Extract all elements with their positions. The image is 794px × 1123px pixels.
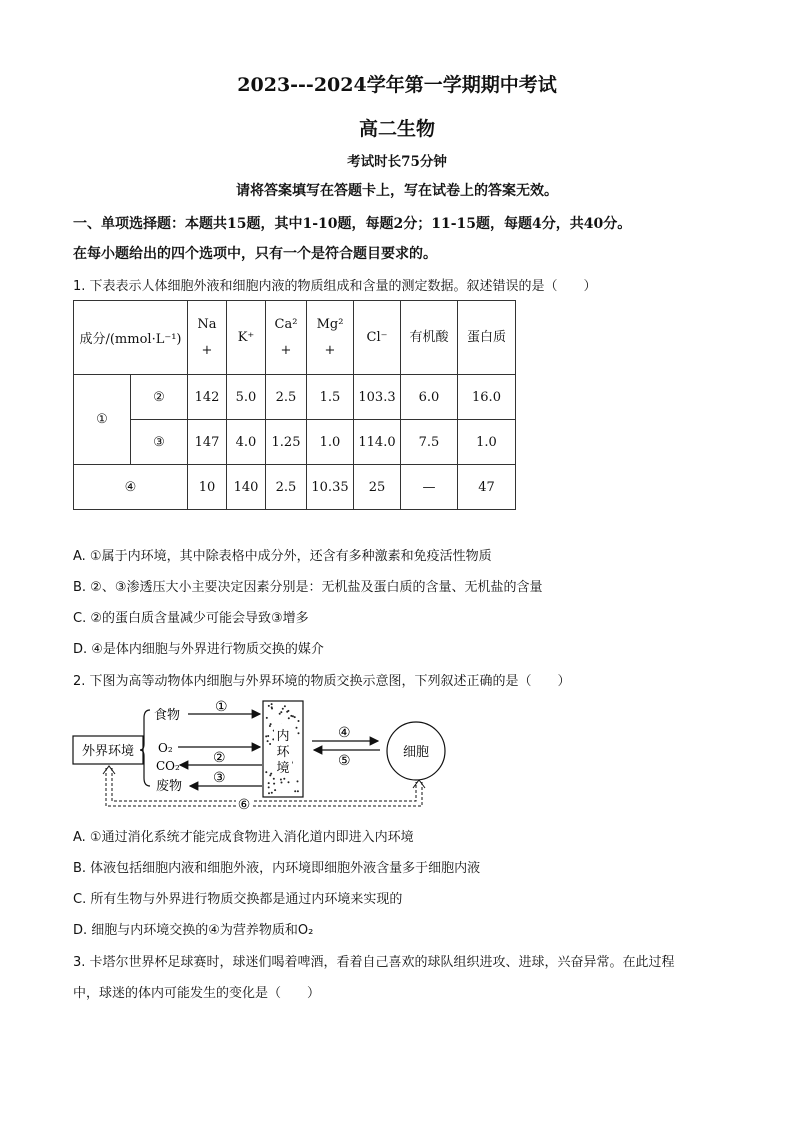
table-cell: 6.0 bbox=[401, 375, 458, 420]
header-cell: Ca² + bbox=[266, 301, 307, 375]
num-3: ③ bbox=[213, 770, 226, 786]
table-corner-cell: 成分/(mmol·L⁻¹) bbox=[74, 301, 188, 375]
outer-env-label: 外界环境 bbox=[81, 744, 135, 759]
co2-label: CO₂ bbox=[156, 759, 180, 773]
exam-title: 2023---2024学年第一学期期中考试 bbox=[237, 74, 557, 96]
stipple-dot bbox=[266, 717, 268, 719]
row-label: ② bbox=[131, 375, 188, 420]
food-label: 食物 bbox=[154, 708, 181, 723]
header-cell: 蛋白质 bbox=[458, 301, 516, 375]
waste-label: 废物 bbox=[156, 779, 183, 794]
table-cell: — bbox=[401, 465, 458, 510]
group-label: ① bbox=[74, 375, 131, 465]
table-cell: 114.0 bbox=[354, 420, 401, 465]
stipple-dot bbox=[274, 789, 276, 791]
stipple-dot bbox=[280, 711, 282, 713]
stipple-dot bbox=[297, 780, 299, 782]
inner-env-label-1: 内 bbox=[276, 729, 290, 744]
table-row bbox=[74, 375, 516, 420]
stipple-dot bbox=[268, 705, 270, 707]
table-cell: 147 bbox=[188, 420, 227, 465]
table-cell: 16.0 bbox=[458, 375, 516, 420]
stipple-dot bbox=[284, 705, 286, 707]
table-cell: 25 bbox=[354, 465, 401, 510]
table-cell: 10.35 bbox=[307, 465, 354, 510]
exam-duration: 考试时长75分钟 bbox=[347, 154, 447, 170]
q1-option-b: B. ②、③渗透压大小主要决定因素分别是：无机盐及蛋白质的含量、无机盐的含量 bbox=[73, 580, 543, 595]
table-cell: 1.25 bbox=[266, 420, 307, 465]
stipple-dot bbox=[273, 778, 275, 780]
stipple-dot bbox=[279, 713, 281, 715]
stipple-dot bbox=[271, 703, 273, 705]
row-label: ④ bbox=[74, 465, 188, 510]
stipple-dot bbox=[288, 717, 290, 719]
q2-option-b: B. 体液包括细胞内液和细胞外液，内环境即细胞外液含量多于细胞内液 bbox=[73, 861, 481, 876]
composition-table bbox=[73, 300, 516, 510]
stipple-dot bbox=[292, 715, 294, 717]
stipple-dot bbox=[273, 783, 275, 785]
stipple-dot bbox=[271, 792, 273, 794]
subject-title: 高二生物 bbox=[358, 118, 435, 140]
answer-instruction: 请将答案填写在答题卡上，写在试卷上的答案无效。 bbox=[236, 183, 558, 199]
table-cell: 1.5 bbox=[307, 375, 354, 420]
stipple-dot bbox=[286, 711, 288, 713]
question-1-stem: 1. 下表表示人体细胞外液和细胞内液的物质组成和含量的测定数据。叙述错误的是（ ） bbox=[73, 279, 597, 294]
header-cell: K⁺ bbox=[227, 301, 266, 375]
stipple-dot bbox=[269, 774, 271, 776]
table-cell: 1.0 bbox=[307, 420, 354, 465]
q1-option-c: C. ②的蛋白质含量减少可能会导致③增多 bbox=[73, 611, 309, 626]
stipple-dot bbox=[296, 727, 298, 729]
section-instruction: 在每小题给出的四个选项中，只有一个是符合题目要求的。 bbox=[73, 246, 437, 262]
num-2: ② bbox=[213, 750, 226, 766]
table-cell: 2.5 bbox=[266, 375, 307, 420]
stipple-dot bbox=[267, 735, 269, 737]
question-3-stem-line1: 3. 卡塔尔世界杯足球赛时，球迷们喝着啤酒，看着自己喜欢的球队组织进攻、进球，兴奋异常。在此过程 bbox=[73, 955, 675, 970]
stipple-dot bbox=[298, 720, 300, 722]
stipple-dot bbox=[269, 725, 271, 727]
stipple-dot bbox=[298, 732, 300, 734]
exchange-diagram bbox=[70, 694, 450, 820]
header-cell: 有机酸 bbox=[401, 301, 458, 375]
table-row bbox=[74, 465, 516, 510]
stipple-dot bbox=[265, 771, 267, 773]
table-cell: 47 bbox=[458, 465, 516, 510]
table-cell: 4.0 bbox=[227, 420, 266, 465]
table-cell: 7.5 bbox=[401, 420, 458, 465]
table-cell: 10 bbox=[188, 465, 227, 510]
num-5: ⑤ bbox=[338, 753, 351, 769]
q1-option-a: A. ①属于内环境，其中除表格中成分外，还含有多种激素和免疫活性物质 bbox=[73, 549, 492, 564]
stipple-dot bbox=[281, 782, 283, 784]
stipple-dot bbox=[294, 790, 296, 792]
table-cell: 1.0 bbox=[458, 420, 516, 465]
table-cell: 5.0 bbox=[227, 375, 266, 420]
stipple-dot bbox=[282, 708, 284, 710]
section-heading: 一、单项选择题：本题共15题，其中1-10题，每题2分；11-15题，每题4分，共40分。 bbox=[73, 216, 632, 232]
num-1: ① bbox=[215, 699, 228, 715]
header-cell: Na + bbox=[188, 301, 227, 375]
header-cell: Mg² + bbox=[307, 301, 354, 375]
stipple-dot bbox=[268, 786, 270, 788]
stipple-dot bbox=[297, 790, 299, 792]
table-cell: 142 bbox=[188, 375, 227, 420]
stipple-dot bbox=[283, 778, 285, 780]
table-cell: 2.5 bbox=[266, 465, 307, 510]
stipple-dot bbox=[271, 706, 273, 708]
stipple-dot bbox=[268, 782, 270, 784]
q2-option-c: C. 所有生物与外界进行物质交换都是通过内环境来实现的 bbox=[73, 892, 403, 907]
question-2-stem: 2. 下图为高等动物体内细胞与外界环境的物质交换示意图，下列叙述正确的是（ ） bbox=[73, 674, 571, 689]
q2-option-a: A. ①通过消化系统才能完成食物进入消化道内即进入内环境 bbox=[73, 830, 414, 845]
q1-option-d: D. ④是体内细胞与外界进行物质交换的媒介 bbox=[73, 642, 324, 657]
table-header-row bbox=[74, 301, 516, 375]
cell-label: 细胞 bbox=[402, 745, 430, 760]
num-6: ⑥ bbox=[237, 797, 251, 813]
stipple-dot bbox=[268, 792, 270, 794]
stipple-dot bbox=[265, 735, 267, 737]
table-cell: 140 bbox=[227, 465, 266, 510]
stipple-dot bbox=[288, 781, 290, 783]
table-cell: 103.3 bbox=[354, 375, 401, 420]
stipple-dot bbox=[280, 779, 282, 781]
stipple-dot bbox=[294, 716, 296, 718]
o2-label: O₂ bbox=[158, 741, 173, 755]
header-cell: Cl⁻ bbox=[354, 301, 401, 375]
q2-option-d: D. 细胞与内环境交换的④为营养物质和O₂ bbox=[73, 923, 314, 938]
stipple-dot bbox=[270, 773, 272, 775]
row-label: ③ bbox=[131, 420, 188, 465]
stipple-dot bbox=[269, 743, 271, 745]
dashed-arrowhead-left bbox=[103, 766, 115, 774]
table-row bbox=[74, 420, 516, 465]
question-3-stem-line2: 中，球迷的体内可能发生的变化是（ ） bbox=[73, 986, 321, 1001]
stipple-dot bbox=[267, 740, 269, 742]
inner-env-label-3: 境 bbox=[276, 761, 290, 776]
dashed-arrowhead-right bbox=[413, 780, 425, 788]
num-4: ④ bbox=[338, 725, 351, 741]
inner-env-label-2: 环 bbox=[276, 745, 290, 760]
stipple-dot bbox=[270, 723, 272, 725]
